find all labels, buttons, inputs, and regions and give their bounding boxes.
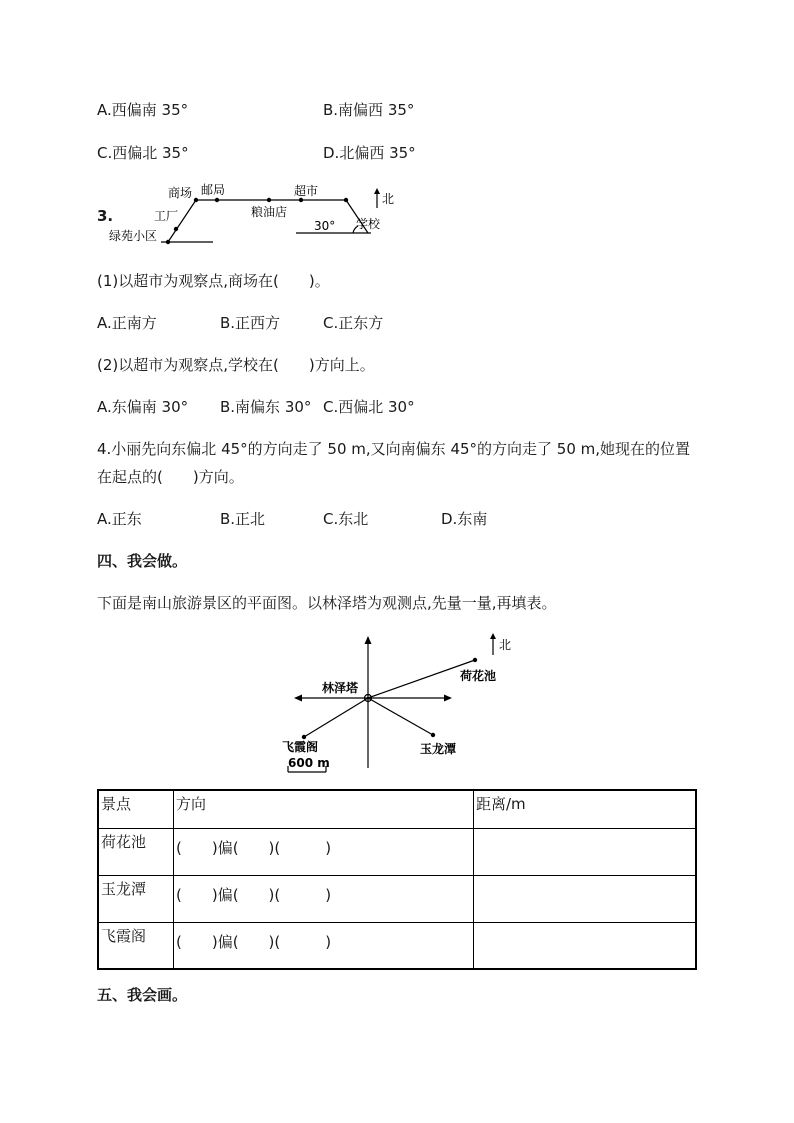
table-header-row [98,790,696,828]
row-place: 玉龙潭 [98,875,174,922]
label-angle: 30° [314,219,336,233]
q4-option-c: C.东北 [323,510,369,528]
north-arrow-head-map [490,633,496,639]
post-dot [215,198,219,202]
axis-arrow-left [294,695,302,702]
section4-intro: 下面是南山旅游景区的平面图。以林泽塔为观测点,先量一量,再填表。 [97,594,557,612]
turn-dot [344,198,348,202]
label-tower: 林泽塔 [322,681,359,695]
section5-title: 五、我会画。 [97,986,188,1004]
mall-dot [194,198,198,202]
q4-option-b: B.正北 [220,510,266,528]
label-supermarket: 超市 [294,184,319,198]
header-place: 景点 [98,790,174,828]
q2-option-a: A.西偏南 35° [97,101,189,119]
label-north-map: 北 [499,638,512,652]
q3-sub2-option-a: A.东偏南 30° [97,398,189,416]
label-lvyuan: 绿苑小区 [109,229,158,243]
row-direction-blank[interactable]: ( )偏( )( ) [174,875,474,922]
q2-option-c: C.西偏北 35° [97,144,189,162]
row-place: 飞霞阁 [98,922,174,969]
feixia-dot [302,735,306,739]
q3-sub1-option-b: B.正西方 [220,314,281,332]
line-to-feixia [304,698,368,737]
header-distance: 距离/m [474,790,697,828]
row-direction-blank[interactable]: ( )偏( )( ) [174,828,474,875]
label-north-q3: 北 [382,192,395,206]
label-factory: 工厂 [154,209,179,223]
label-mall: 商场 [168,186,193,200]
row-direction-blank[interactable]: ( )偏( )( ) [174,922,474,969]
q3-route-map [106,180,396,250]
q4-option-d: D.东南 [441,510,488,528]
axis-arrow-right [444,695,452,702]
label-yulong: 玉龙潭 [420,742,457,756]
factory-dot [174,227,178,231]
label-school: 学校 [356,217,381,231]
q3-sub1-option-a: A.正南方 [97,314,157,332]
q3-sub2-option-b: B.南偏东 30° [220,398,312,416]
label-grain: 粮油店 [251,205,288,219]
scenic-area-map [280,630,520,775]
q2-option-b: B.南偏西 35° [323,101,415,119]
grain-dot [267,198,271,202]
q3-number: 3. [97,207,114,225]
q4-question-line2: 在起点的( )方向。 [97,468,244,486]
q3-sub2-option-c: C.西偏北 30° [323,398,415,416]
line-to-yulong [368,698,433,735]
lotus-dot [473,658,477,662]
table-row [98,922,696,969]
row-place: 荷花池 [98,828,174,875]
label-scale: 600 m [288,756,330,770]
table-row [98,875,696,922]
axis-arrow-up [365,636,372,644]
line-to-lotus [368,660,475,698]
q3-sub1-question: (1)以超市为观察点,商场在( )。 [97,272,330,290]
section4-title: 四、我会做。 [97,552,188,570]
tower-center-dot [367,697,370,700]
lvyuan-dot [166,240,170,244]
row-distance-blank[interactable] [474,922,697,969]
label-feixia: 飞霞阁 [282,740,319,754]
q3-sub1-option-c: C.正东方 [323,314,384,332]
supermarket-dot [299,198,303,202]
q4-option-a: A.正东 [97,510,142,528]
yulong-dot [431,733,435,737]
label-lotus: 荷花池 [460,669,497,683]
q4-question-line1: 4.小丽先向东偏北 45°的方向走了 50 m,又向南偏东 45°的方向走了 50 m,她现在的位置 [97,440,691,458]
label-post: 邮局 [201,183,226,197]
row-distance-blank[interactable] [474,828,697,875]
q3-sub2-question: (2)以超市为观察点,学校在( )方向上。 [97,356,375,374]
header-direction: 方向 [174,790,474,828]
table-row [98,828,696,875]
answer-table [97,789,697,970]
row-distance-blank[interactable] [474,875,697,922]
north-arrow-head [374,188,380,194]
q2-option-d: D.北偏西 35° [323,144,416,162]
